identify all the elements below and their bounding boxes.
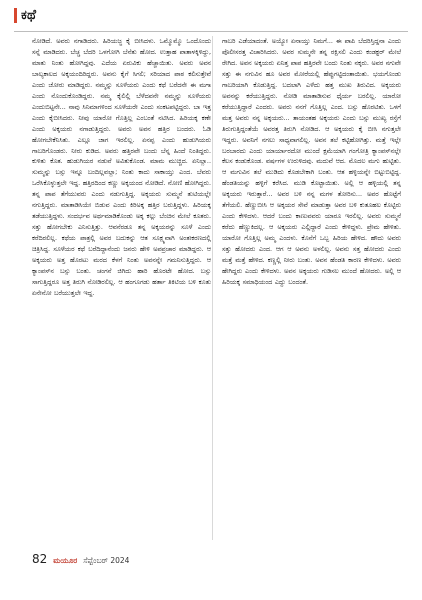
right-text-column xyxy=(222,36,401,541)
page-number: 82 xyxy=(32,552,48,566)
page-footer xyxy=(32,552,129,566)
left-text-column xyxy=(32,36,211,541)
column-divider xyxy=(212,36,213,540)
issue-date: ಸೆಪ್ಟೆಂಬರ್ 2024 xyxy=(83,556,130,565)
body-paragraph: ನೋಡಿದೆ. ಅವರು ನಗಾಡಿದರು. ಹಿರಿಯಜ್ಜ ಕೈ ಬೀಸಿದಳು. ಒಮ್ಮೊಮ್ಮೊ ಒಂದೊಂದು ಸನ್ನೆ ಮಾಡಿದರು. ಬೆಚ್ಚ ಬೆದರಿ ಒಳಗೋಗಿ ಬೆನೆತು ಹೋದ. ಉತ್ತಾಹ ಪಾತಾಳಕ್ಕಿಳಿದ್ದು, ಮಾತು ನಿಂತು ಹೋಗಿದ್ದವು. ಎದೆಯ ಏರುವಿಕು ಹೆಚ್ಚಾಯಿತು. ಅವರು ಅವನ ಬಾಲ್ಯಕಾಲದ ಅಕ್ಕಯಂದಿರಿದ್ದರು. ಅವನು ಕೈಗೆ ಸಿಗಲಿ; ಸರಿಯಾದ ಪಾಠ ಕಲಿಸುತ್ತೇವೆ ಎಂದು ಜೋರು ಮಾಡಿದ್ದರು. ನಮ್ಮನ್ನು ಸೂಳೆಯರು ಎಂದು ಕಥೆ ಬರೆದನೇ ಈ ಮಗಾ ಎಂದು ನೊಂದುಕೊಂಡಿದ್ದರು. ನಮ್ಮ ಕೈಲಿಲ್ಲಿ ಬೆಳೆದವನೇ ನಮ್ಮನ್ನು ಸೂಳೆಯರು ಎಂದುಬಿಟ್ಟನೇ... ನಾವು ಸಿನಿಮಾಗಳಿಂದ ಸೂಳೆಯರೇ ಎಂದು ಸಂಕಟಪಟ್ಟಿದ್ದರು. ಬಾ ಇತ್ತ ಎಂದು ಕೈಬೀಸಿದರು. ನೀವು ಯಾರೋ ಗೊತ್ತಿಲ್ಲ ಎಂಬಂತೆ ನಟಿಸಿದ. ಹಿರಿಯಕ್ಕ ಕಣೇ ಎಂದು ಅಕ್ಕಯರು ನಗಾಡುತ್ತಿದ್ದರು. ಅವರು ಅವನ ಹತ್ತಿರ ಬಂದರು. ಓಡಿ ಹೋಗಬೇಕೆನಿಸಿತು. ಎಲ್ಲೂ ಜಾಗ ಇರಲಿಲ್ಲ. ಏನಪ್ಪ ಎಂದು ಹುಡುಗಿಯರು ಗಾಬರಿಗೊಂಡರು. ನೀರು ಕುಡಿದ. ಅವರು ಹತ್ತಿರವೇ ಬಂದು ಬೆನ್ನ ಹಿಂದೆ ನಿಂತಿದ್ದರು. ಕುಳಿತು ಕೊತ. ಹುಡುಗಿಯರ ನಡುವೆ ಅವಿತುಕೊಂಡ. ಮಾಮ ಮುಚ್ಚಿದ. ಏನಿಲ್ಲಾ.. ಸುಮ್ಮನ್ನು ಬಸ್ಸು ಇನ್ನೂ ಬಂದಿಲ್ಲವಲ್ಲಾ; ನಿಂತು ಕಾದು ಸಾಕಾಯ್ತು ಎಂದ. ಬೆವರು ಒರೆಸಿಕೊಳ್ಳುತ್ತಲೇ ಇದ್ದ. ಹತ್ತಿರದಿಂದ ಕಣ್ಣು ಅಕ್ಕಯಂದ ನೋಡಿದೆ. ನೋಣಿ ಹೋಗಿದ್ದರು. ತನ್ನ ಪಾಪ ತೆಗೆಯುವರು ಎಂದು ನಡುಗುತ್ತಿದ್ದ. ಅಕ್ಕಯರು ಸುಮ್ಮನೆ ತುಟಿಯಲ್ಲೇ ನಗುತ್ತಿದ್ದರು. ಮಾತಾಡಿಸಿಯೇ ಬಿಡುವ ಎಂದು ಕಿರಿಅಕ್ಕ ಹತ್ತಿರ ಬರುತ್ತಿದ್ದಳು. ಹಿರಿಯಕ್ಕ ತಡೆಯುತ್ತಿದ್ದಳು. ಸಂದರ್ಭವ ಅರ್ಥಮಾಡಿಕೊಂಡು ಅಕ್ಕ ಕಲ್ಲು ಬೆಂಚಿನ ಮೇಲೆ ಕೂತರು. ಸತ್ತು ಹೋಗಬೇಕು ಎನಿಸುತ್ತಿತ್ತು. ಆವನೆರಡೂ ತನ್ನ ಅಕ್ಕಯರನ್ನು ಸೂಳೆ ಎಂದು ಕರೆದಿರಲಿಲ್ಲ. ಕಥೆಯ ಪಾತ್ರಲ್ಲಿ ಅವರ ಬದುಕನ್ನು ಆತ ಸೂಕ್ಷ್ಮವಾಗಿ ಅಂತಃಕರಣದಲ್ಲಿ ಚಿತ್ರಿಸಿದ್ದ. ಸೂಳೆಯರ ಕಥೆ ಬರೆದಿದ್ದಾನೆಂದು ಜನರು ಹೇಳಿ ಅಪಪ್ರಚಾರ ಮಾಡಿದ್ದರು. ಆ ಅಕ್ಕಯರು ಅತ್ತ ಹೊರಟು ಮರದ ಕೆಳಗೆ ನಿಂತು ಅವನನ್ನೇ ಗಮನಿಸುತ್ತಿದ್ದರು. ಆ ಕ್ಯಾಂಪಸ್‌ನ ಬಸ್ಸು ಬಂತು. ಚಂಗನೆ ಜಿಗಿದು ಹಾರಿ ಹೊರಟೇ ಹೋದ. ಬಸ್ಸು ಸಾಗುತ್ತಿದ್ದರೂ ಅತ್ತ ತಿರುಗಿ ನೋಡಿರಲಿಲ್ಲ. ಆ ಹಂಗೂಗಡು ಹರ್ತಾ ತಿಕಿಟಿಯ ಬಳಿ ಕೂತು ಏನೇನೋ ಬರೆಯುತ್ತಲೇ ಇದ್ದ. xyxy=(32,37,211,297)
section-accent-bar xyxy=(14,8,17,23)
section-title: ಕಥೆ xyxy=(21,8,37,23)
header-divider xyxy=(14,31,408,32)
body-paragraph: ಗಾಬರಿ ಎಡೆಯಾದಂತೆ. ಅಯ್ಯೋ ಏನಾಯ್ತು ನಿಮಗೆ... ಈ ಪಾಪಿ ಬೆದರಿಸ್ತಿದ್ದನಾ ಎಂದು ಪೊಲೀಸರತ್ತ ವಿಚಾರಿಸಿದರು. ಅವರ ಸುಮ್ಮನೇ ತನ್ನ ರಕ್ಷಿಸಲಿ ಎಂದು ಕಂಡಕ್ಟರ್ ಮೇಲೆ ರೇಗಿದ. ಅವನ ಅಕ್ಕಯರು ಏನಿತ್ತ ಪಾಪ ಹತ್ತಿರವೇ ಬಂದು ನಿಂತು ನಕ್ಕರು. ಅವರ ನಗುವೇ ಸತ್ತು ಈ ನಗುವಿನ ಹೂ ಅವರ ಮೋರೆಯಲ್ಲಿ ಹೆಪ್ಪುಗಟ್ಟಿದಂತಾಯಿತು. ಭಯಗೊಂಡು ಗಾಬರಿಯಾಗಿ ಕೊಡುತ್ತಿದ್ದ. ಬದಲಾಗಿ ಎಳೆದು ಹತ್ತ ಮುಖ ತಿರುವಿದ. ಅಕ್ಕಯರು ಅವನನ್ನು ಕರೆಯುತ್ತಿದ್ದರು. ನೋಡಿ ಮಾತಾಡಿಸುವ ಧೈರ್ಯ ಬರಲಿಲ್ಲ. ಯಾರೋ ಕರೆಯುತ್ತಿದ್ದಾರೆ ಎಂದರು. ಅವರು ನನಗೆ ಗೊತ್ತಿಲ್ಲ ಎಂದ. ಬಸ್ಸು ಹೊರಟಿತು. ಒಳಗೆ ಮತ್ತ ಅವರು ನನ್ನ ಅಕ್ಕಯರು... ತಾಯಂತಹ ಅಕ್ಕಯರು ಎಂದು ಬಸ್ಸು ಮುಖ್ಯ ರಸ್ತೆಗೆ ತಿರುಗುತ್ತಿದ್ದಂತೆಯೆ ಅವರತ್ತ ತಿರುಗಿ ನೋಡಿದ. ಆ ಅಕ್ಕಯರು ಕೈ ಬೀಸಿ ನಗುತ್ತಲೇ ಇದ್ದರು. ಅವನಿಗೆ ನಗಲು ಸಾಧ್ಯವಾಗಲಿಲ್ಲ. ಅವನ ತಲೆ ಕಟ್ಟಿಹೋಗಿತ್ತು. ಮತ್ತೆ ಇಲ್ಲೇ ಬರಬಾರದು ಎಂದು ಯಾರ್ಯಾರದೋ ಮುಂದೆ ಕ್ಷಮೆಯಾಗಿ ಗಂಗೋತ್ರಿ ಕ್ಯಾಂಪಸ್‌ನಲ್ಲೇ ಕೆಲಸ ಕಂಡುಕೊಂಡ. ವರ್ಷಗಳ ಉರುಳಿದವು. ಮದುವೆ ಆದ. ಮೊದಲ ಮಗು ಹುಟ್ಟಿತು. ಆ ಮಗುವಿನ ತಲೆ ಮುಡಿದು ಕೊಡಬೇಕಾಗಿ ಬಂತು. ಆತ ಹಳ್ಳಿಯನ್ನೇ ಬಿಟ್ಟುಬಿಟ್ಟಿದ್ದ. ಹೆಂಡತಿಯನ್ನು ಹಳ್ಳಿಗೆ ಕರೆಸಿದ. ಮುಡಿ ಕೊಟ್ಟಾಯಿತು. ಅಲ್ಲಿ ಆ ಹಳ್ಳಿಯಲ್ಲಿ ತನ್ನ ಅಕ್ಕಯರು ಇರುತ್ತಾರೆ... ಅವರ ಬಳಿ ನನ್ನ ಮಗಳ ತೋರಿಸು... ಅವರ ಹೊಟ್ಟೆಗೆ ತೆಗೆಯಲಿ. ಹೆಣ್ಣುಬೀಸಿ ಆ ಅಕ್ಕಯರ ಸೇವೆ ಮಾಡುತ್ತಾ ಅವರ ಬಳಿ ಕುತೂಹಲ ಕೊಟ್ಟಿರು ಎಂದು ಕೇಳಿದಳು. ಆದರೆ ಬಂದು ಕಾಣುವವರು ಯಾರೂ ಇರಲಿಲ್ಲ. ಅವರು ಸುಮ್ಮನೆ ಕರೆದು ಹೆಣ್ಣುಕಿದಲ್ಲ. ಆ ಅಕ್ಕಯರು ಎಲ್ಲಿದ್ದಾರೆ ಎಂದು ಕೇಳಿದ್ದಳು. ಪ್ರೇಮ ಹೇಳಿತು. ಯಾರೋ ಗೊತ್ತಿಲ್ಲ ಅಮ್ಮ ಎಂದಳು. ಕೊನೆಗೆ ಒಬ್ಬ ಹಿರಿಯ ಹೇಳಿದ. ಹೌದು ಅವರು ಸತ್ತು ಹೋದರು ಎಂದ. ಆಗ ಆ ಅವನು ಅಳಲಿಲ್ಲ. ಅವನು ಸತ್ತ ಹೋದರು ಎಂದು ಮತ್ತೆ ಮತ್ತೆ ಹೇಳಿದ. ಕಣ್ಣಲ್ಲಿ ನೀರು ಬಂತು. ಅವನ ಹೆಂಡತಿ ಕಾರಣ ಕೇಳಿದಳು. ಅವರು ಹೇಗಿದ್ದರು ಎಂದು ಕೇಳಿದಳು. ಅವನ ಅಕ್ಕಯರು ಗುಡಿಸಲ ಮುಂದೆ ಹೋದರು. ಅಲ್ಲಿ ಆ ಹಿರಿಯಕ್ಕ ಸಮಾಧಿಯಂದ ಎದ್ದು ಬಂದಂತೆ. xyxy=(222,37,401,286)
magazine-logo: ಮಯೂರ xyxy=(53,556,78,565)
section-header xyxy=(14,8,36,23)
